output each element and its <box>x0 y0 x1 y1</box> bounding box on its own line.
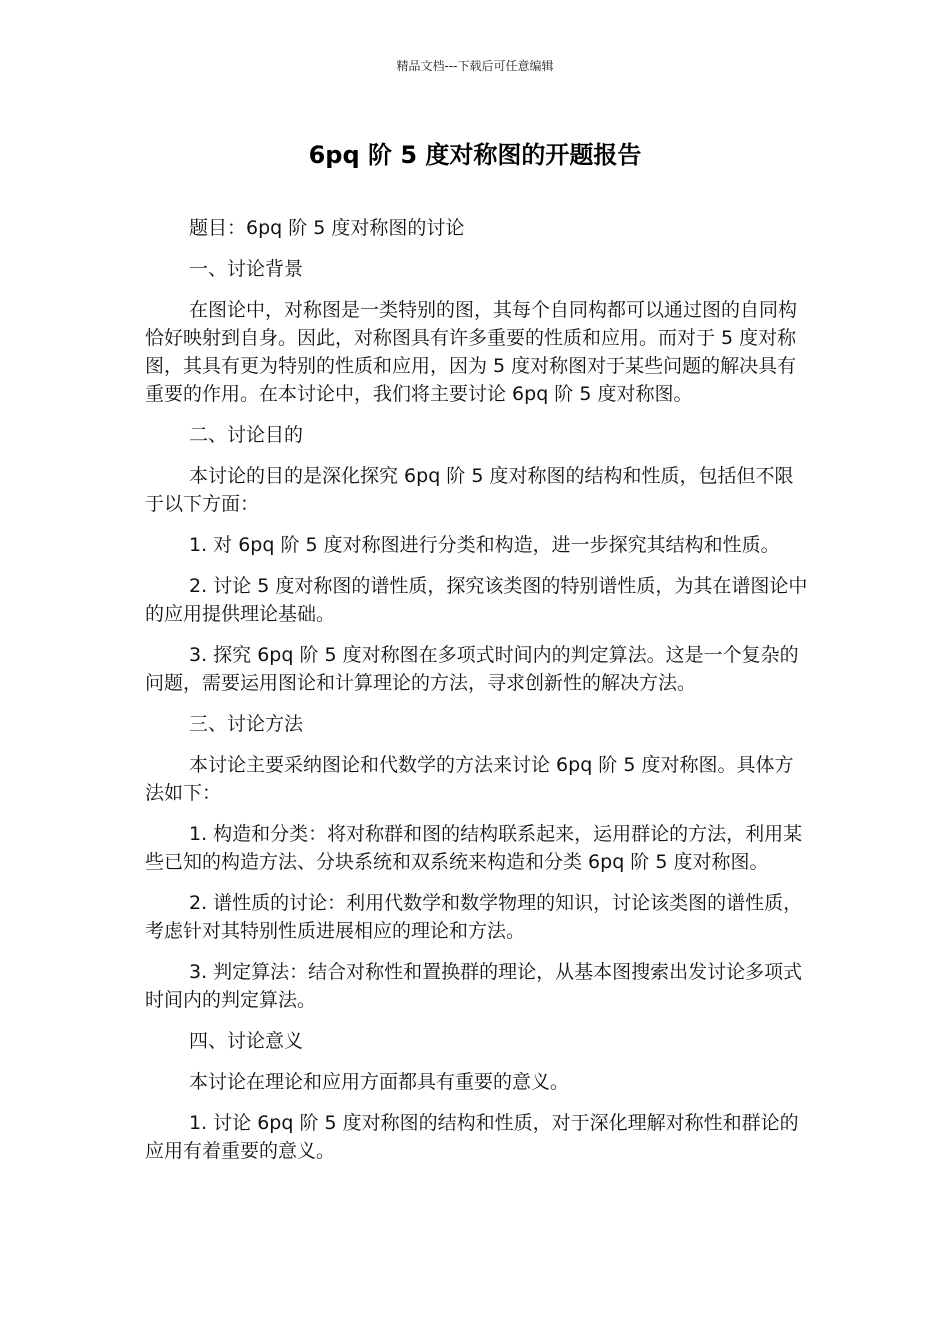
method-item-3: 3. 判定算法：结合对称性和置换群的理论，从基本图搜索出发讨论多项式时间内的判定算法。 <box>145 961 803 1011</box>
section-heading-significance: 四、讨论意义 <box>189 1030 304 1052</box>
header-note: 精品文档---下载后可任意编辑 <box>396 59 554 73</box>
method-paragraph: 本讨论主要采纳图论和代数学的方法来讨论 6pq 阶 5 度对称图。具体方法如下： <box>145 754 794 804</box>
significance-item-1: 1. 讨论 6pq 阶 5 度对称图的结构和性质，对于深化理解对称性和群论的应用有着重要的意义。 <box>145 1112 799 1162</box>
background-paragraph: 在图论中，对称图是一类特别的图，其每个自同构都可以通过图的自同构恰好映射到自身。因此，对称图具有许多重要的性质和应用。而对于 5 度对称图，其具有更为特别的性质和应用，因为 5 度对称图对于某些问题的解决具有重要的作用。在本讨论中，我们将主要讨论 6pq 阶 5 度对称图。 <box>145 299 798 405</box>
section-heading-background: 一、讨论背景 <box>189 258 304 280</box>
purpose-item-2: 2. 讨论 5 度对称图的谱性质，探究该类图的特别谱性质，为其在谱图论中的应用提供理论基础。 <box>145 575 808 625</box>
section-heading-method: 三、讨论方法 <box>189 713 304 735</box>
section-heading-purpose: 二、讨论目的 <box>189 424 304 446</box>
method-item-1: 1. 构造和分类：将对称群和图的结构联系起来，运用群论的方法，利用某些已知的构造方法、分块系统和双系统来构造和分类 6pq 阶 5 度对称图。 <box>145 823 803 873</box>
purpose-item-1: 1. 对 6pq 阶 5 度对称图进行分类和构造，进一步探究其结构和性质。 <box>189 534 780 556</box>
significance-paragraph: 本讨论在理论和应用方面都具有重要的意义。 <box>189 1071 570 1093</box>
method-item-2: 2. 谱性质的讨论：利用代数学和数学物理的知识，讨论该类图的谱性质，考虑针对其特别性质进展相应的理论和方法。 <box>145 892 803 942</box>
document-title: 6pq 阶 5 度对称图的开题报告 <box>308 141 642 169</box>
purpose-paragraph: 本讨论的目的是深化探究 6pq 阶 5 度对称图的结构和性质，包括但不限于以下方面： <box>145 465 794 515</box>
document-body <box>145 214 810 1178</box>
topic-line: 题目：6pq 阶 5 度对称图的讨论 <box>189 217 465 239</box>
purpose-item-3: 3. 探究 6pq 阶 5 度对称图在多项式时间内的判定算法。这是一个复杂的问题，需要运用图论和计算理论的方法，寻求创新性的解决方法。 <box>145 644 799 694</box>
